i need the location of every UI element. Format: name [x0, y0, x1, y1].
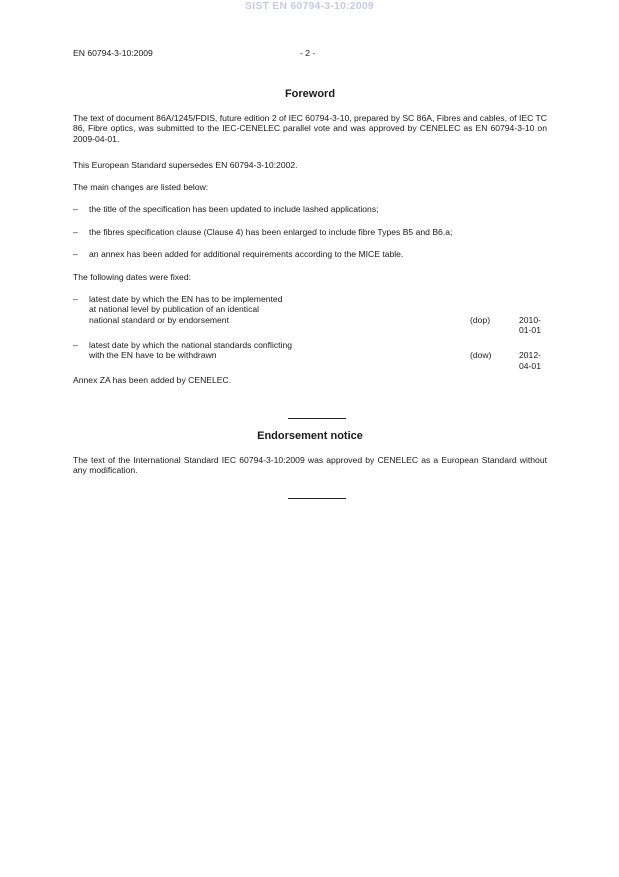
date-line: national standard or by endorsement [89, 314, 229, 325]
supersedes-paragraph: This European Standard supersedes EN 60794-3-10:2002. [73, 160, 298, 170]
date-line: latest date by which the national standards conflicting [89, 340, 293, 350]
endorsement-paragraph: The text of the International Standard IEC 60794-3-10:2009 was approved by CENELEC as a European Standard without any modification. [73, 455, 547, 476]
dash: – [73, 294, 78, 304]
date-value: 2012-04-01 [519, 350, 541, 371]
change-item [73, 249, 547, 259]
change-text: an annex has been added for additional requirements according to the MICE table. [89, 249, 404, 259]
date-code: (dow) [470, 350, 492, 361]
section-divider [288, 418, 346, 419]
date-line: at national level by publication of an identical [89, 304, 260, 315]
change-item [73, 227, 547, 237]
dates-intro: The following dates were fixed: [73, 272, 191, 282]
date-line: with the EN have to be withdrawn [89, 350, 217, 361]
dash: – [73, 227, 78, 237]
change-item [73, 204, 547, 214]
annex-note: Annex ZA has been added by CENELEC. [73, 375, 232, 385]
section-divider [288, 498, 346, 499]
changes-intro: The main changes are listed below: [73, 182, 209, 192]
date-value: 2010-01-01 [519, 314, 541, 336]
dash: – [73, 204, 78, 214]
dash: – [73, 340, 78, 350]
date-line: latest date by which the EN has to be implemented [89, 294, 283, 304]
endorsement-title: Endorsement notice [257, 430, 363, 442]
change-text: the fibres specification clause (Clause 4) has been enlarged to include fibre Types B5 and B6.a; [89, 227, 453, 237]
header-page-number: - 2 - [300, 48, 316, 58]
date-item-dow [73, 340, 547, 371]
header-doc-id: EN 60794-3-10:2009 [73, 48, 153, 58]
foreword-paragraph: The text of document 86A/1245/FDIS, future edition 2 of IEC 60794-3-10, prepared by SC 86A, Fibres and cables, of IEC TC 86, Fibre optics, was submitted to the IEC-CENELEC parallel vote and was approved by CENELEC as EN 60794-3-10 on 2009-04-01. [73, 113, 547, 144]
date-item-dop [73, 294, 547, 336]
foreword-title: Foreword [284, 88, 336, 100]
change-text: the title of the specification has been updated to include lashed applications; [89, 204, 379, 214]
watermark: SIST EN 60794-3-10:2009 [245, 0, 374, 12]
date-code: (dop) [470, 314, 491, 325]
dash: – [73, 249, 78, 259]
